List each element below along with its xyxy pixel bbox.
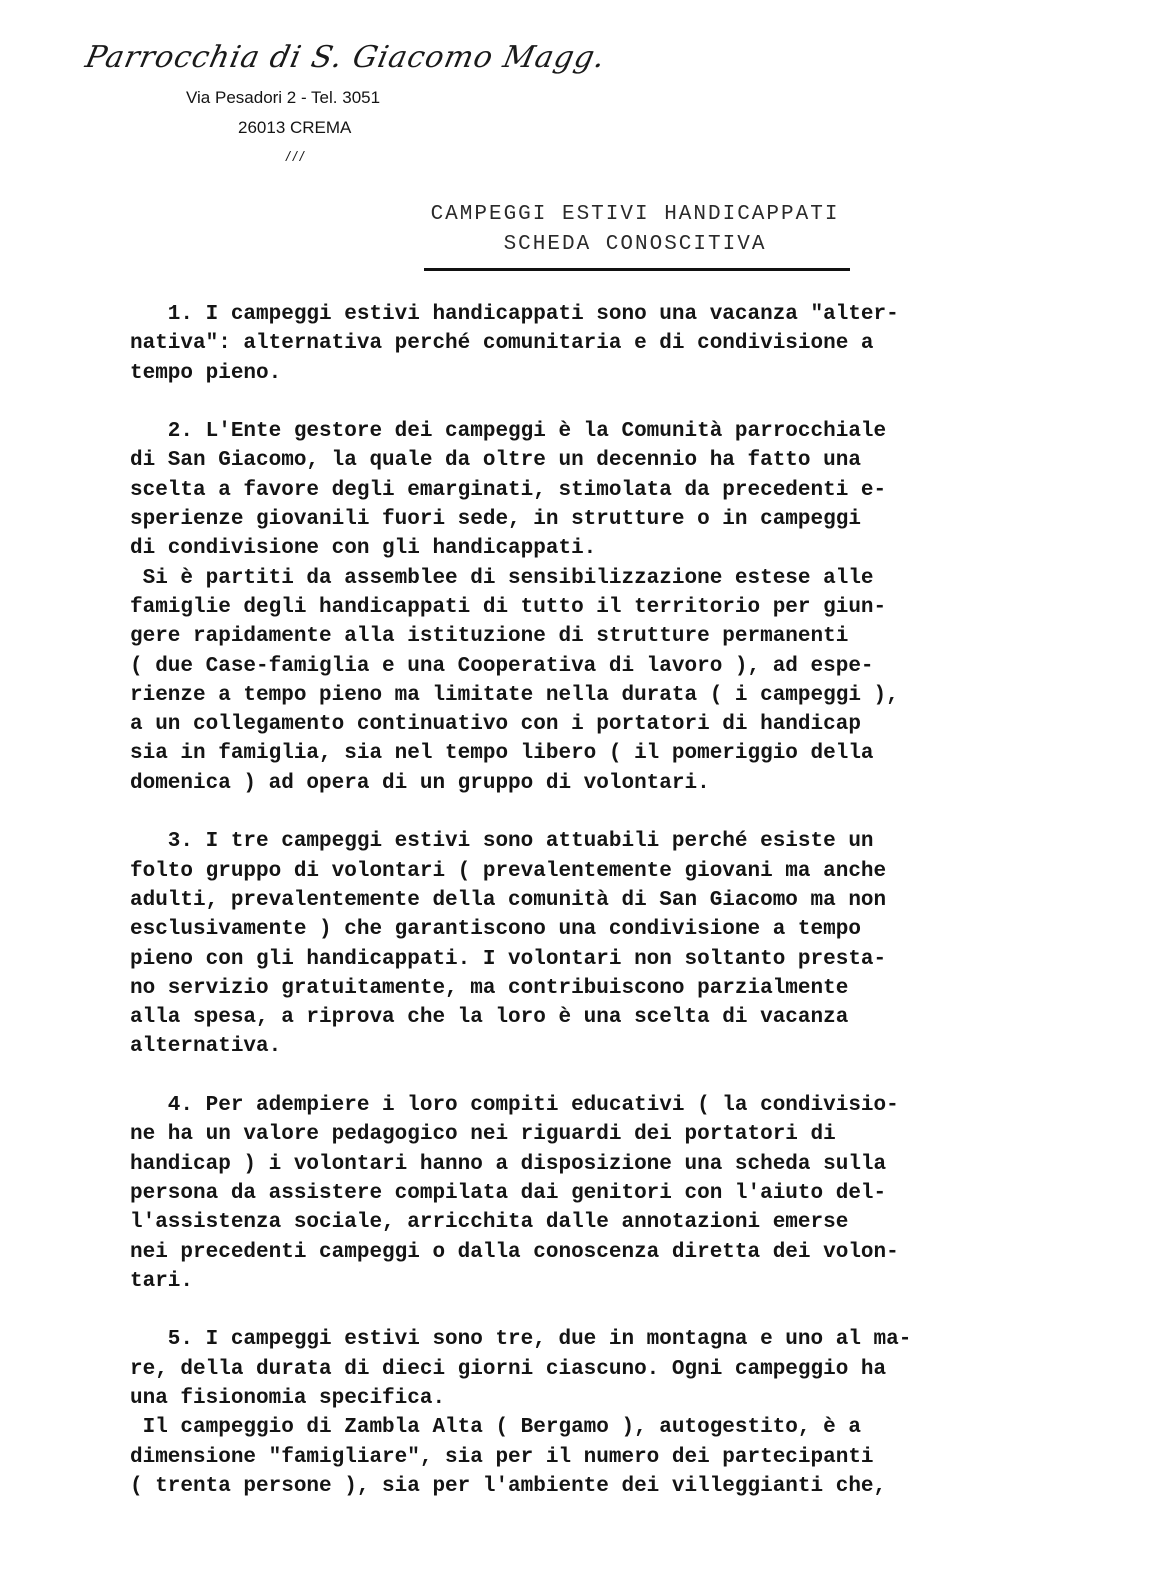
body-line: famiglie degli handicappati di tutto il territorio per giun- [130,595,887,619]
body-line: nativa": alternativa perché comunitaria e di condivisione a [130,332,874,356]
body-line: 1. I campeggi estivi handicappati sono una vacanza "alter- [130,303,899,326]
body-line: 3. I tre campeggi estivi sono attuabili perché esiste un [130,830,874,854]
body-line: tari. [130,1269,194,1293]
body-line: rienze a tempo pieno ma limitate nella durata ( i campeggi ), [130,683,899,707]
title-line-2: SCHEDA CONOSCITIVA [503,233,767,256]
body-line: domenica ) ad opera di un gruppo di volontari. [130,771,710,795]
body-line: handicap ) i volontari hanno a disposizione una scheda sulla [130,1152,887,1176]
document-title [0,200,1168,260]
paragraph-gap [130,1296,1070,1325]
body-line: dimensione "famigliare", sia per il numero dei partecipanti [130,1445,874,1469]
body-line: 5. I campeggi estivi sono tre, due in montagna e uno al ma- [130,1328,912,1352]
body-line: adulti, prevalentemente della comunità di San Giacomo ma non [130,888,887,912]
body-line: l'assistenza sociale, arricchita dalle annotazioni emerse [130,1211,849,1235]
body-line: re, della durata di dieci giorni ciascuno. Ogni campeggio ha [130,1357,887,1381]
body-line: gere rapidamente alla istituzione di strutture permanenti [130,625,849,649]
city-line: 26013 CREMA [238,118,352,137]
body-line: 4. Per adempiere i loro compiti educativi ( la condivisio- [130,1094,899,1118]
body-line: pieno con gli handicappati. I volontari non soltanto presta- [130,947,887,971]
address-line: Via Pesadori 2 - Tel. 3051 [186,88,381,107]
body-line: una fisionomia specifica. [130,1386,446,1410]
body-line: sia in famiglia, sia nel tempo libero ( il pomeriggio della [130,742,874,766]
body-line: di condivisione con gli handicappati. [130,537,597,561]
body-line: no servizio gratuitamente, ma contribuiscono parzialmente [130,976,849,1000]
body-line: alternativa. [130,1035,282,1059]
body-line: Si è partiti da assemblee di sensibilizzazione estese alle [130,566,874,590]
body-line: tempo pieno. [130,361,282,385]
body-line: 2. L'Ente gestore dei campeggi è la Comunità parrocchiale [130,420,887,444]
body-line: ( trenta persone ), sia per l'ambiente dei villeggianti che, [130,1474,887,1498]
paragraph-gap [130,1062,1070,1091]
body-text [130,300,1070,1501]
body-line: ( due Case-famiglia e una Cooperativa di lavoro ), ad espe- [130,654,874,678]
body-line: nei precedenti campeggi o dalla conoscenza diretta dei volon- [130,1240,899,1264]
body-line: di San Giacomo, la quale da oltre un decennio ha fatto una [130,449,861,473]
body-line: Il campeggio di Zambla Alta ( Bergamo ), autogestito, è a [130,1416,861,1440]
body-line: esclusivamente ) che garantiscono una condivisione a tempo [130,918,861,942]
body-line: folto gruppo di volontari ( prevalentemente giovani ma anche [130,859,887,883]
parish-name: Parrocchia di S. Giacomo Magg. [82,40,609,75]
paragraph-gap [130,798,1070,827]
body-line: scelta a favore degli emarginati, stimolata da precedenti e- [130,478,887,502]
title-underline [424,268,850,271]
body-line: sperienze giovanili fuori sede, in strutture o in campeggi [130,508,861,532]
stamp-marks: /// [286,148,307,164]
body-line: ne ha un valore pedagogico nei riguardi dei portatori di [130,1123,836,1147]
body-line: persona da assistere compilata dai genitori con l'aiuto del- [130,1181,887,1205]
title-line-1: CAMPEGGI ESTIVI HANDICAPPATI [430,203,840,226]
body-line: alla spesa, a riprova che la loro è una scelta di vacanza [130,1006,849,1030]
body-line: a un collegamento continuativo con i portatori di handicap [130,713,861,737]
paragraph-gap [130,388,1070,417]
